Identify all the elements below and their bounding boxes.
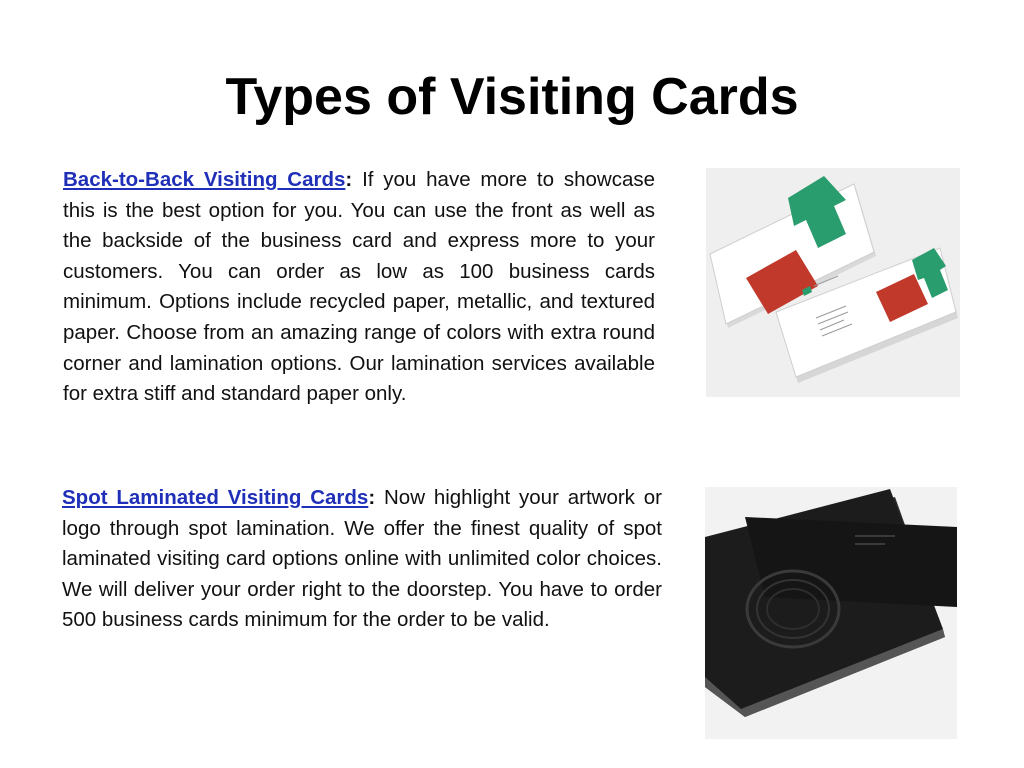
back-to-back-description: If you have more to showcase this is the best option for you. You can use the front as well as the backside of the business card and express more to your customers. You can order as low as 100 business cards minimum. Options include recycled paper, metallic, and textured paper. Choose from an amazing range of colors with extra round corner and lamination options. Our lamination services available for extra stiff and standard paper only. — [63, 168, 655, 406]
back-to-back-cards-image — [706, 168, 960, 397]
page-title: Types of Visiting Cards — [225, 68, 799, 126]
back-to-back-link[interactable]: Back-to-Back Visiting Cards — [63, 168, 346, 191]
spot-laminated-paragraph — [62, 483, 662, 636]
black-cards-illustration — [705, 487, 957, 739]
section-separator: : — [368, 486, 376, 509]
spot-laminated-description: Now highlight your artwork or logo through spot lamination. We offer the finest quality of spot laminated visiting card options online with unlimited color choices. We will deliver your order right to the doorstep. You have to order 500 business cards minimum for the order to be valid. — [62, 486, 662, 632]
spot-laminated-cards-image — [705, 487, 957, 739]
business-cards-illustration — [706, 168, 960, 397]
back-to-back-paragraph — [63, 165, 655, 410]
spot-laminated-link[interactable]: Spot Laminated Visiting Cards — [62, 486, 369, 509]
section-separator: : — [345, 168, 353, 191]
